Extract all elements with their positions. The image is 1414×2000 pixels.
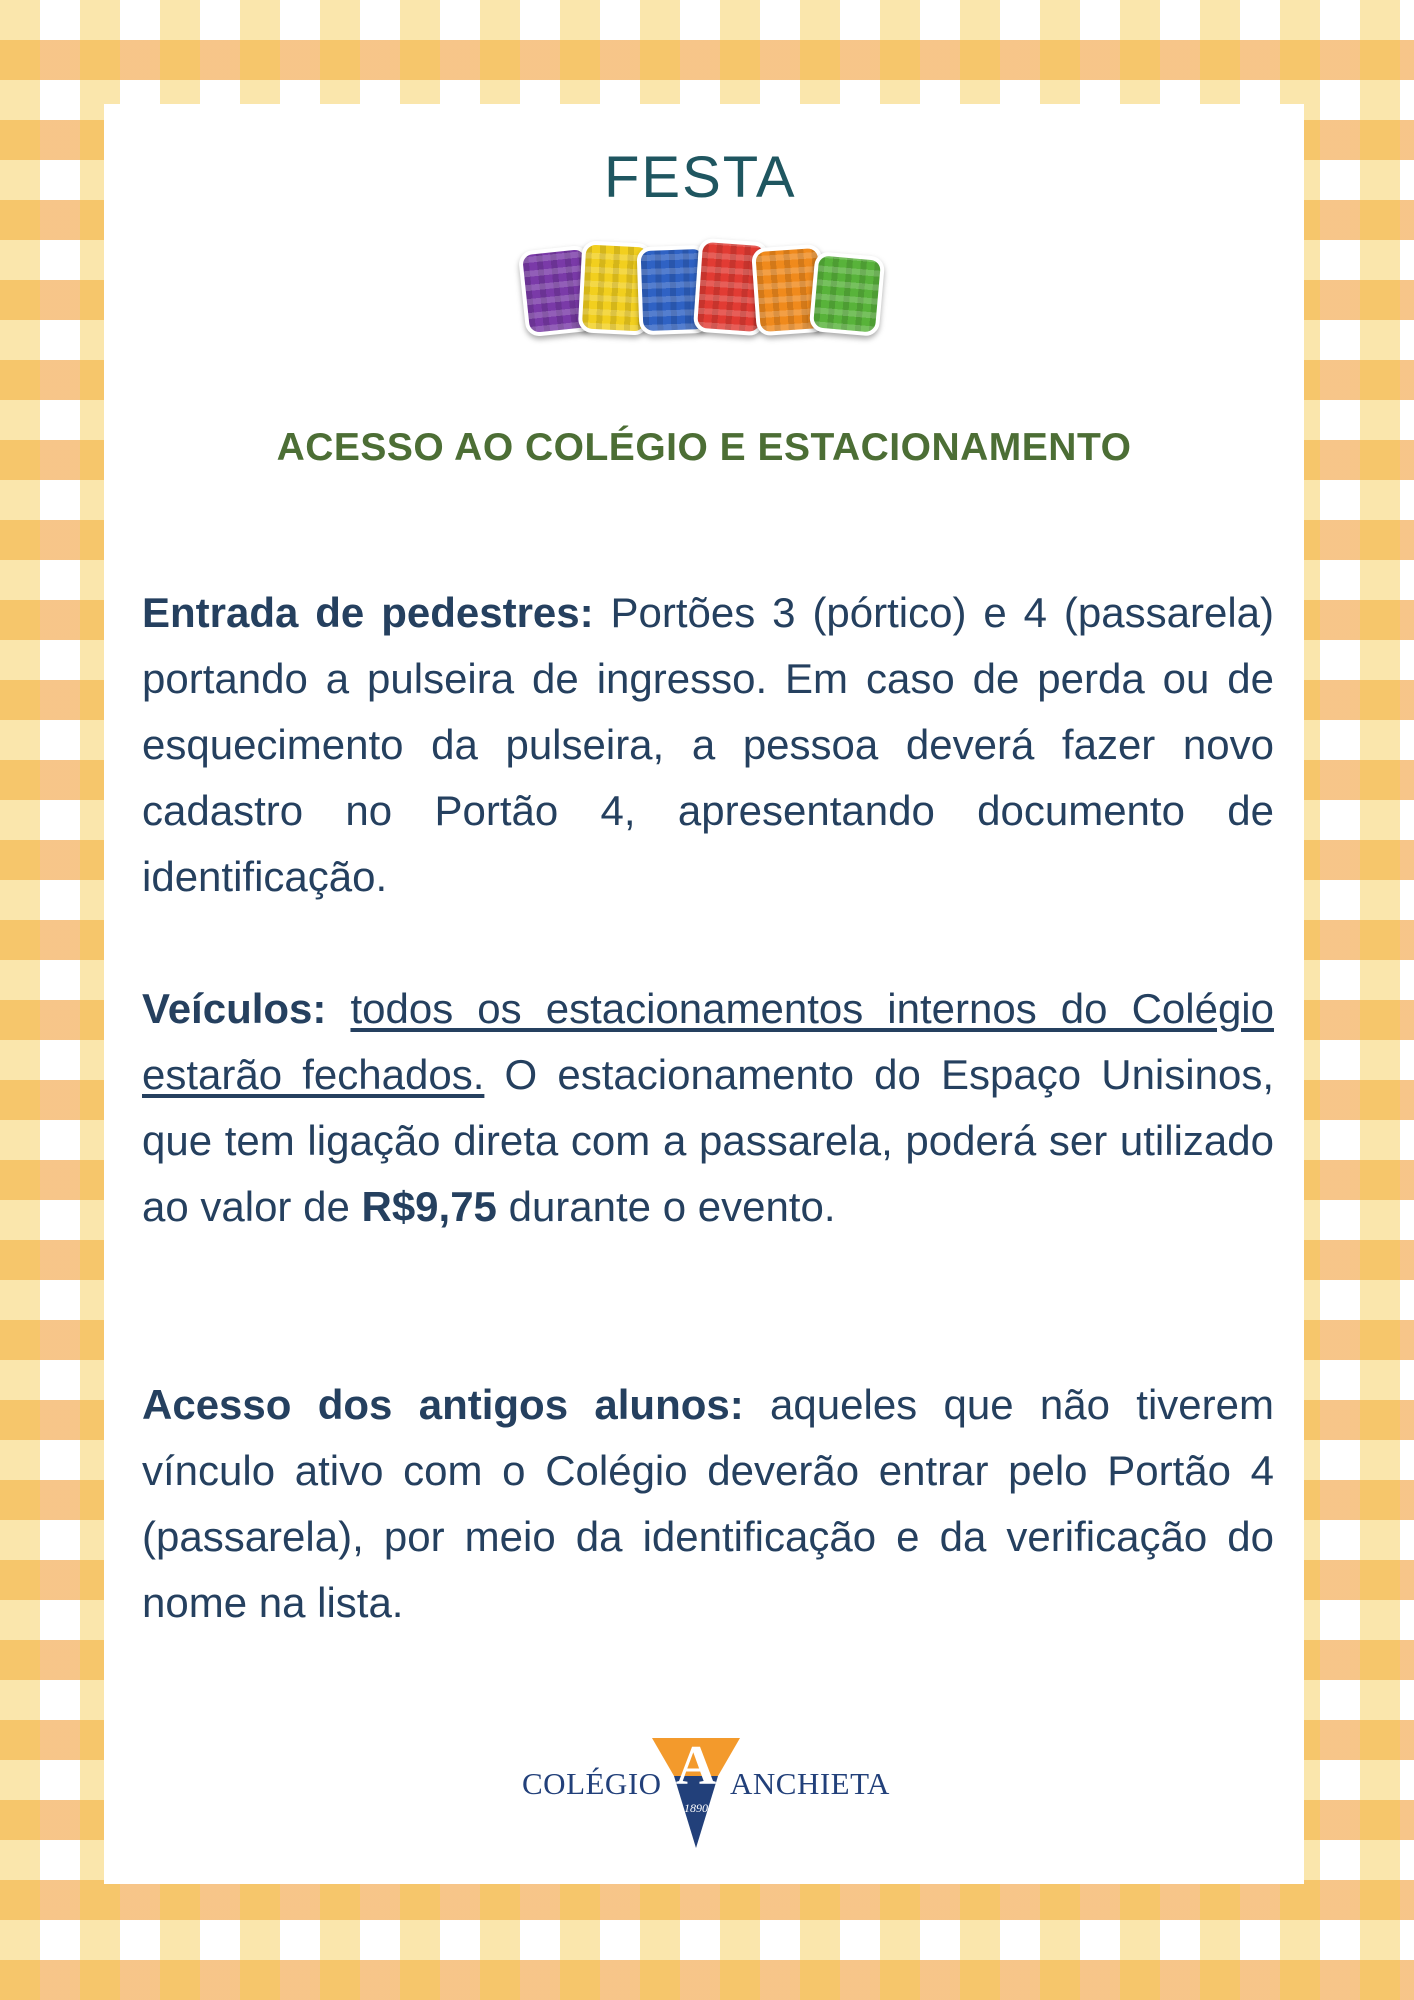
junina-letter (809, 251, 886, 337)
emblem-letter: A (675, 1735, 717, 1797)
festa-junina-logo (514, 144, 894, 334)
page-title: ACESSO AO COLÉGIO E ESTACIONAMENTO (276, 426, 1132, 469)
colegio-word: COLÉGIO (522, 1766, 662, 1801)
vehicles-paragraph (142, 976, 1274, 1240)
vehicles-text-end: durante o evento. (496, 1183, 836, 1230)
content-card (104, 104, 1304, 1884)
former-students-text: aqueles que não tiverem vínculo ativo com o Colégio deverão entrar pelo Portão 4 (passarela), por meio da identificação e da verificação do nome na lista. (142, 1381, 1274, 1626)
vehicles-closed-notice: todos os estacionamentos internos do Colégio estarão fechados. (142, 985, 1274, 1098)
vehicles-text: O estacionamento do Espaço Unisinos, que tem ligação direta com a passarela, poderá ser utilizado ao valor de (142, 1051, 1274, 1230)
anchieta-word: ANCHIETA (730, 1766, 890, 1801)
pedestrian-entry-text: Portões 3 (pórtico) e 4 (passarela) portando a pulseira de ingresso. Em caso de perda ou de esquecimento da pulseira, a pessoa deverá fazer novo cadastro no Portão 4, apresentando documento de identificação. (142, 589, 1274, 900)
festa-word: FESTA (604, 145, 797, 210)
former-students-paragraph (142, 1372, 1274, 1636)
pedestrian-entry-paragraph (142, 580, 1274, 910)
former-students-label: Acesso dos antigos alunos: (142, 1381, 744, 1428)
emblem-year: 1890 (684, 1801, 708, 1815)
vehicles-label: Veículos: (142, 985, 327, 1032)
colegio-anchieta-logo (520, 1732, 890, 1852)
pedestrian-entry-label: Entrada de pedestres: (142, 589, 594, 636)
junina-letters (514, 234, 894, 334)
parking-price: R$9,75 (361, 1183, 497, 1230)
